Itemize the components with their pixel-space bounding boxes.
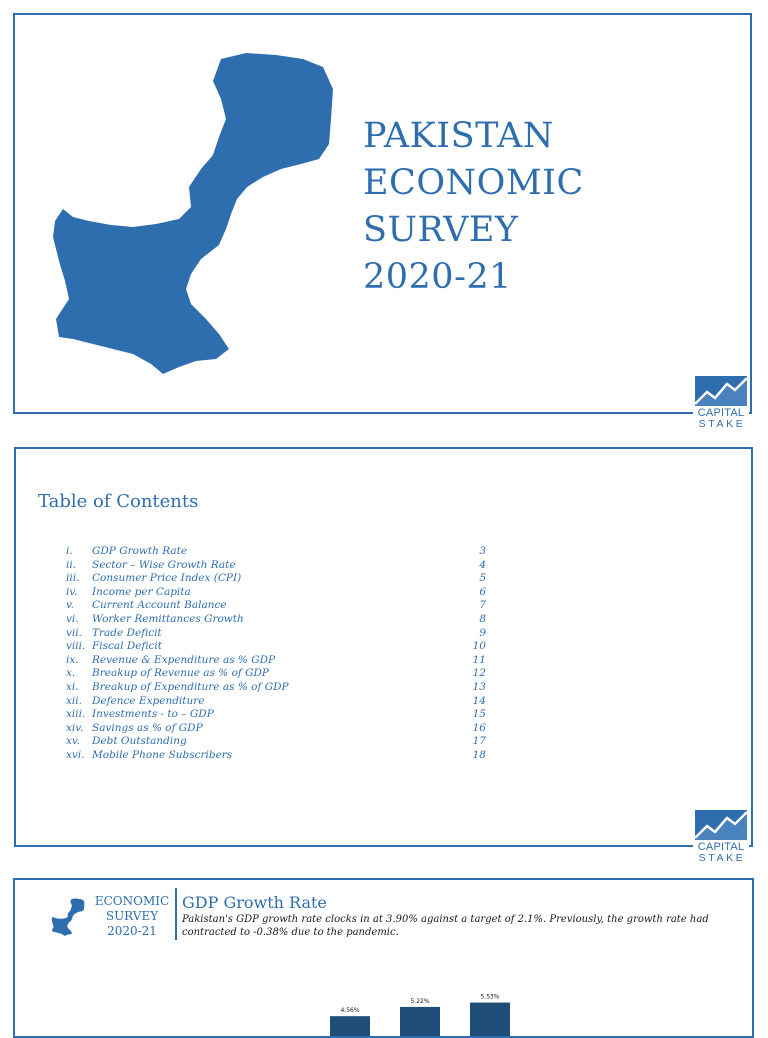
toc-item-label: Breakup of Expenditure as % of GDP [92,680,289,693]
toc-item-number: xii. [66,694,82,707]
toc-item-page: 13 [472,680,486,693]
logo-text-capital: CAPITAL [697,407,745,419]
toc-item[interactable] [66,572,486,586]
survey-brand [89,894,175,939]
toc-item-number: iv. [66,585,78,598]
pakistan-map-icon [45,898,93,936]
toc-item[interactable] [66,627,486,641]
toc-item[interactable] [66,667,486,681]
toc-item-number: v. [66,599,75,612]
toc-item[interactable] [66,708,486,722]
toc-item-number: i. [66,545,73,557]
toc-item-page: 4 [479,558,486,571]
toc-item-number: xiii. [66,708,86,721]
toc-item-page: 15 [472,708,486,721]
cover-title-line: 2020-21 [363,257,512,297]
chart-bar [330,1016,370,1036]
toc-item-page: 10 [472,640,486,653]
toc-item[interactable] [66,749,486,763]
chart-bar [400,1007,440,1036]
toc-item-label: Consumer Price Index (CPI) [92,572,242,585]
cover-slide [13,13,752,414]
gdp-bar-chart [165,966,565,1036]
toc-item-number: iii. [66,572,80,585]
toc-item-number: xvi. [66,748,85,761]
toc-item-page: 8 [479,612,486,625]
toc-item-number: ii. [66,558,77,571]
chart-trend-icon [693,374,749,408]
toc-item-label: Savings as % of GDP [92,721,203,734]
toc-item-page: 12 [472,667,486,680]
cover-title-line: PAKISTAN [363,116,554,156]
toc-item-label: Sector – Wise Growth Rate [92,558,236,571]
header-divider [175,888,177,940]
toc-item-label: Defence Expenditure [92,694,205,707]
toc-item-label: GDP Growth Rate [92,545,188,557]
chart-bar [470,1003,510,1036]
toc-slide [14,447,753,847]
logo-text-stake: STAKE [698,418,746,430]
toc-item-page: 9 [479,626,486,639]
gdp-slide [13,878,754,1038]
cover-title-line: ECONOMIC [363,163,584,203]
toc-title: Table of Contents [38,491,199,512]
toc-item-label: Mobile Phone Subscribers [92,748,233,761]
toc-item-number: xi. [66,680,79,693]
pakistan-map-icon [51,49,351,374]
toc-item-number: vii. [66,626,82,639]
toc-item-label: Worker Remittances Growth [92,612,244,625]
cover-title-line: SURVEY [363,210,519,250]
survey-brand-line: SURVEY [105,909,159,923]
toc-item-number: ix. [66,653,79,666]
toc-item[interactable] [66,695,486,709]
slide-title: GDP Growth Rate [182,893,327,912]
toc-item-number: viii. [66,640,86,653]
toc-item-page: 7 [479,599,486,612]
toc-item[interactable] [66,545,486,559]
cover-title [363,113,584,301]
toc-item-label: Fiscal Deficit [92,640,162,653]
toc-item-number: xiv. [66,721,84,734]
survey-brand-line: ECONOMIC [94,894,170,908]
chart-data-label: 5.53% [480,993,500,1001]
toc-item-page: 6 [479,585,486,598]
toc-item-page: 3 [479,545,486,557]
toc-item-page: 14 [472,694,486,707]
toc-item[interactable] [66,722,486,736]
toc-item-label: Investments - to – GDP [92,708,214,721]
toc-item[interactable] [66,599,486,613]
logo-text-stake: STAKE [698,852,746,864]
chart-trend-icon [693,808,749,842]
toc-item[interactable] [66,681,486,695]
toc-item[interactable] [66,613,486,627]
toc-item-label: Debt Outstanding [92,735,187,748]
toc-item-page: 11 [472,653,486,666]
toc-item-page: 5 [479,572,486,585]
chart-data-label: 4.56% [340,1007,360,1015]
toc-item-label: Breakup of Revenue as % of GDP [92,667,269,680]
toc-item-page: 17 [472,735,486,748]
toc-item-label: Revenue & Expenditure as % GDP [92,653,276,666]
toc-item[interactable] [66,640,486,654]
toc-item-page: 18 [472,748,486,761]
toc-item-number: vi. [66,612,79,625]
toc-item-label: Income per Capita [92,585,191,598]
toc-item[interactable] [66,735,486,749]
slide-description: Pakistan's GDP growth rate clocks in at 3.90% against a target of 2.1%. Previously, the growth rate had contracted to -0.38% due to the pandemic. [182,914,709,938]
survey-brand-line: 2020-21 [107,924,157,938]
toc-item[interactable] [66,586,486,600]
logo-text-capital: CAPITAL [697,841,745,853]
toc-item-number: x. [66,667,76,680]
capital-stake-logo [693,374,749,432]
chart-data-label: 5.22% [410,997,430,1005]
toc-item[interactable] [66,559,486,573]
toc-item-page: 16 [472,721,486,734]
toc-list [66,545,486,763]
toc-item-number: xv. [66,735,80,748]
toc-item-label: Trade Deficit [92,626,162,639]
toc-item[interactable] [66,654,486,668]
toc-item-label: Current Account Balance [92,599,227,612]
capital-stake-logo [693,808,749,866]
